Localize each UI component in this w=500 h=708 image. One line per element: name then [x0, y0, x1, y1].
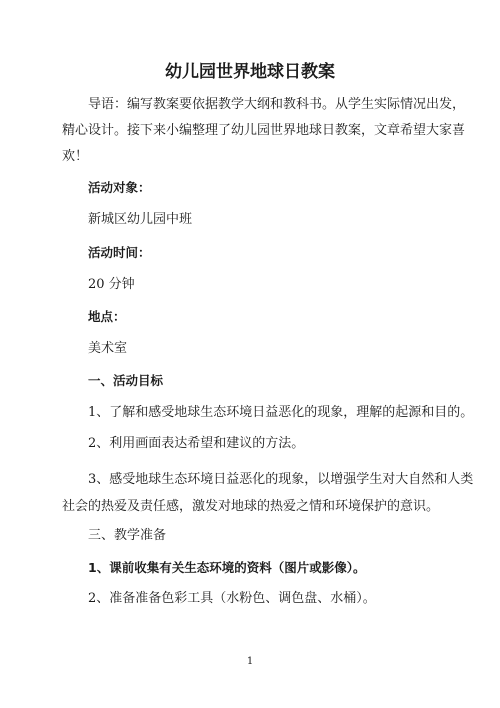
goal-2: 2、利用画面表达希望和建议的方法。 [88, 436, 305, 451]
goal-3-line-2: 社会的热爱及责任感，激发对地球的热爱之情和环境保护的意识。 [62, 499, 440, 514]
time-heading: 活动时间： [88, 245, 151, 260]
prep-1: 1、课前收集有关生态环境的资料（图片或影像）。 [88, 560, 366, 575]
section-3-heading: 三、教学准备 [88, 528, 167, 543]
intro-paragraph [62, 92, 466, 170]
goal-3-line-1: 3、感受地球生态环境日益恶化的现象，以增强学生对大自然和人类 [88, 472, 474, 487]
object-heading: 活动对象： [88, 180, 151, 195]
object-value: 新城区幼儿园中班 [88, 212, 193, 227]
intro-line-2: 精心设计。接下来小编整理了幼儿园世界地球日教案，文章希望大家喜 [62, 123, 466, 138]
goal-3-paragraph [62, 466, 474, 520]
prep-2: 2、准备准备色彩工具（水粉色、调色盘、水桶）。 [88, 591, 376, 606]
section-1-heading: 一、活动目标 [88, 373, 164, 388]
document-title: 幼儿园世界地球日教案 [165, 62, 335, 82]
goal-1: 1、了解和感受地球生态环境日益恶化的现象，理解的起源和目的。 [88, 405, 474, 420]
intro-line-3: 欢！ [62, 149, 89, 164]
page-number: 1 [246, 656, 254, 667]
place-value: 美术室 [88, 341, 128, 356]
place-heading: 地点： [88, 309, 126, 324]
time-value: 20 分钟 [88, 277, 135, 292]
intro-line-1: 导语：编写教案要依据教学大纲和教科书。从学生实际情况出发， [88, 97, 466, 112]
